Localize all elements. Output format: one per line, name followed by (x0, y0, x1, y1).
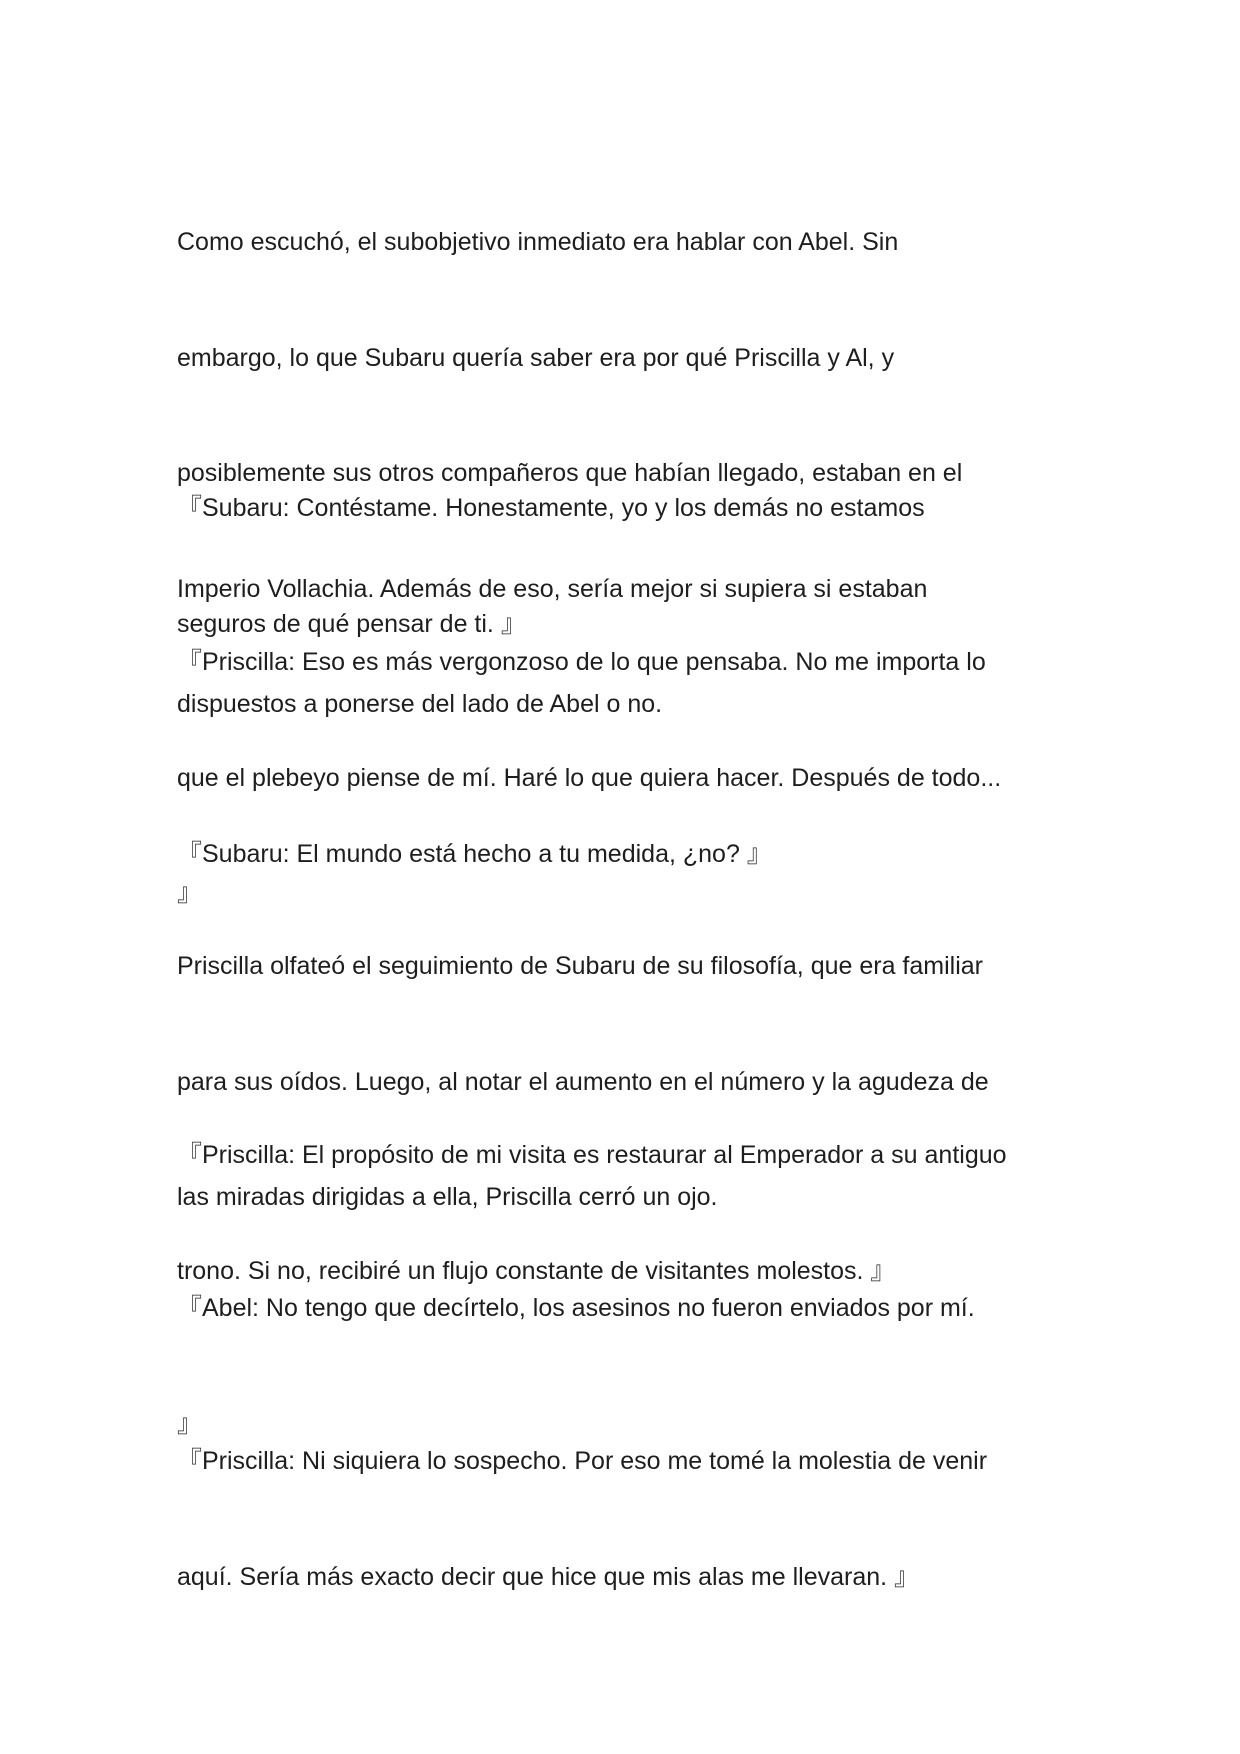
text-line: 』 (177, 879, 203, 907)
text-line: aquí. Sería más exacto decir que hice que mis alas me llevaran. 』 (177, 1562, 920, 1591)
text-line: 『Priscilla: Ni siquiera lo sospecho. Por eso me tomé la molestia de venir (177, 1447, 988, 1475)
text-line: 『Abel: No tengo que decírtelo, los asesinos no fueron enviados por mí. (177, 1294, 975, 1322)
text-line: para sus oídos. Luego, al notar el aumento en el número y la agudeza de (177, 1067, 989, 1096)
text-line: que el plebeyo piense de mí. Haré lo que quiera hacer. Después de todo... (177, 763, 1002, 792)
text-line: 『Priscilla: El propósito de mi visita es restaurar al Emperador a su antiguo (177, 1141, 1007, 1169)
text-line: Como escuchó, el subobjetivo inmediato era hablar con Abel. Sin (177, 228, 899, 256)
dialogue-priscilla-3 (177, 1365, 1077, 1673)
text-line: posiblemente sus otros compañeros que habían llegado, estaban en el (177, 459, 963, 487)
text-line: Imperio Vollachia. Además de eso, sería mejor si supiera si estaban (177, 574, 928, 603)
text-line: seguros de qué pensar de ti. 』 (177, 609, 526, 638)
text-line: 『Priscilla: Eso es más vergonzoso de lo que pensaba. No me importa lo (177, 648, 986, 676)
text-line: las miradas dirigidas a ella, Priscilla cerró un ojo. (177, 1183, 718, 1211)
text-line: trono. Si no, recibiré un flujo constante de visitantes molestos. 』 (177, 1256, 896, 1285)
text-line: 『Subaru: El mundo está hecho a tu medida, ¿no? 』 (177, 840, 772, 868)
text-line: 『Subaru: Contéstame. Honestamente, yo y los demás no estamos (177, 494, 925, 522)
text-line: Priscilla olfateó el seguimiento de Subaru de su filosofía, que era familiar (177, 952, 983, 980)
text-line: 』 (177, 1409, 203, 1438)
text-line: dispuestos a ponerse del lado de Abel o no. (177, 690, 663, 718)
text-line: embargo, lo que Subaru quería saber era por qué Priscilla y Al, y (177, 343, 895, 372)
